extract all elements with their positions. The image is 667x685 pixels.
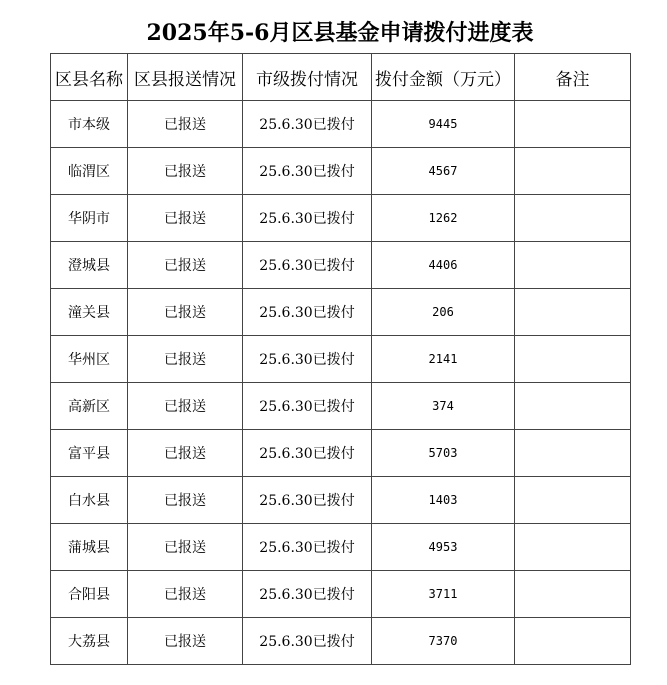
- note-cell: [515, 336, 631, 383]
- city-status-cell: 25.6.30已拨付: [243, 101, 372, 148]
- amount-cell: 4953: [372, 524, 515, 571]
- amount-cell: 206: [372, 289, 515, 336]
- report-status-cell: 已报送: [128, 524, 243, 571]
- note-cell: [515, 242, 631, 289]
- county-cell: 澄城县: [51, 242, 128, 289]
- report-status-cell: 已报送: [128, 148, 243, 195]
- table-row: [51, 383, 631, 430]
- table-row: [51, 289, 631, 336]
- county-cell: 高新区: [51, 383, 128, 430]
- report-status-cell: 已报送: [128, 242, 243, 289]
- city-status-cell: 25.6.30已拨付: [243, 242, 372, 289]
- amount-cell: 7370: [372, 618, 515, 665]
- county-cell: 白水县: [51, 477, 128, 524]
- city-status-cell: 25.6.30已拨付: [243, 477, 372, 524]
- amount-cell: 4406: [372, 242, 515, 289]
- note-cell: [515, 477, 631, 524]
- county-cell: 大荔县: [51, 618, 128, 665]
- amount-cell: 4567: [372, 148, 515, 195]
- report-status-cell: 已报送: [128, 571, 243, 618]
- county-cell: 华阴市: [51, 195, 128, 242]
- amount-cell: 5703: [372, 430, 515, 477]
- note-cell: [515, 618, 631, 665]
- county-cell: 临渭区: [51, 148, 128, 195]
- amount-cell: 374: [372, 383, 515, 430]
- report-status-cell: 已报送: [128, 289, 243, 336]
- county-cell: 蒲城县: [51, 524, 128, 571]
- table-row: [51, 336, 631, 383]
- amount-cell: 1262: [372, 195, 515, 242]
- note-cell: [515, 430, 631, 477]
- table-row: [51, 618, 631, 665]
- report-status-cell: 已报送: [128, 383, 243, 430]
- note-cell: [515, 101, 631, 148]
- table-row: [51, 430, 631, 477]
- report-status-cell: 已报送: [128, 477, 243, 524]
- page-title: 2025年5-6月区县基金申请拨付进度表: [146, 20, 534, 46]
- report-status-cell: 已报送: [128, 618, 243, 665]
- amount-cell: 2141: [372, 336, 515, 383]
- table-row: [51, 524, 631, 571]
- city-status-cell: 25.6.30已拨付: [243, 524, 372, 571]
- header-county: 区县名称: [51, 54, 128, 101]
- city-status-cell: 25.6.30已拨付: [243, 383, 372, 430]
- county-cell: 富平县: [51, 430, 128, 477]
- county-cell: 华州区: [51, 336, 128, 383]
- header-city-status: 市级拨付情况: [243, 54, 372, 101]
- note-cell: [515, 571, 631, 618]
- note-cell: [515, 148, 631, 195]
- header-note: 备注: [515, 54, 631, 101]
- county-cell: 潼关县: [51, 289, 128, 336]
- table-row: [51, 477, 631, 524]
- table-row: [51, 242, 631, 289]
- table-row: [51, 148, 631, 195]
- amount-cell: 1403: [372, 477, 515, 524]
- city-status-cell: 25.6.30已拨付: [243, 289, 372, 336]
- header-amount: 拨付金额（万元）: [372, 54, 515, 101]
- county-cell: 市本级: [51, 101, 128, 148]
- report-status-cell: 已报送: [128, 336, 243, 383]
- city-status-cell: 25.6.30已拨付: [243, 618, 372, 665]
- header-report-status: 区县报送情况: [128, 54, 243, 101]
- report-status-cell: 已报送: [128, 101, 243, 148]
- report-status-cell: 已报送: [128, 195, 243, 242]
- progress-table: [50, 53, 631, 665]
- note-cell: [515, 524, 631, 571]
- table-row: [51, 195, 631, 242]
- table-row: [51, 571, 631, 618]
- county-cell: 合阳县: [51, 571, 128, 618]
- table-row: [51, 101, 631, 148]
- city-status-cell: 25.6.30已拨付: [243, 336, 372, 383]
- city-status-cell: 25.6.30已拨付: [243, 430, 372, 477]
- note-cell: [515, 383, 631, 430]
- report-status-cell: 已报送: [128, 430, 243, 477]
- city-status-cell: 25.6.30已拨付: [243, 195, 372, 242]
- amount-cell: 3711: [372, 571, 515, 618]
- city-status-cell: 25.6.30已拨付: [243, 148, 372, 195]
- note-cell: [515, 289, 631, 336]
- amount-cell: 9445: [372, 101, 515, 148]
- note-cell: [515, 195, 631, 242]
- header-row: [51, 54, 631, 101]
- city-status-cell: 25.6.30已拨付: [243, 571, 372, 618]
